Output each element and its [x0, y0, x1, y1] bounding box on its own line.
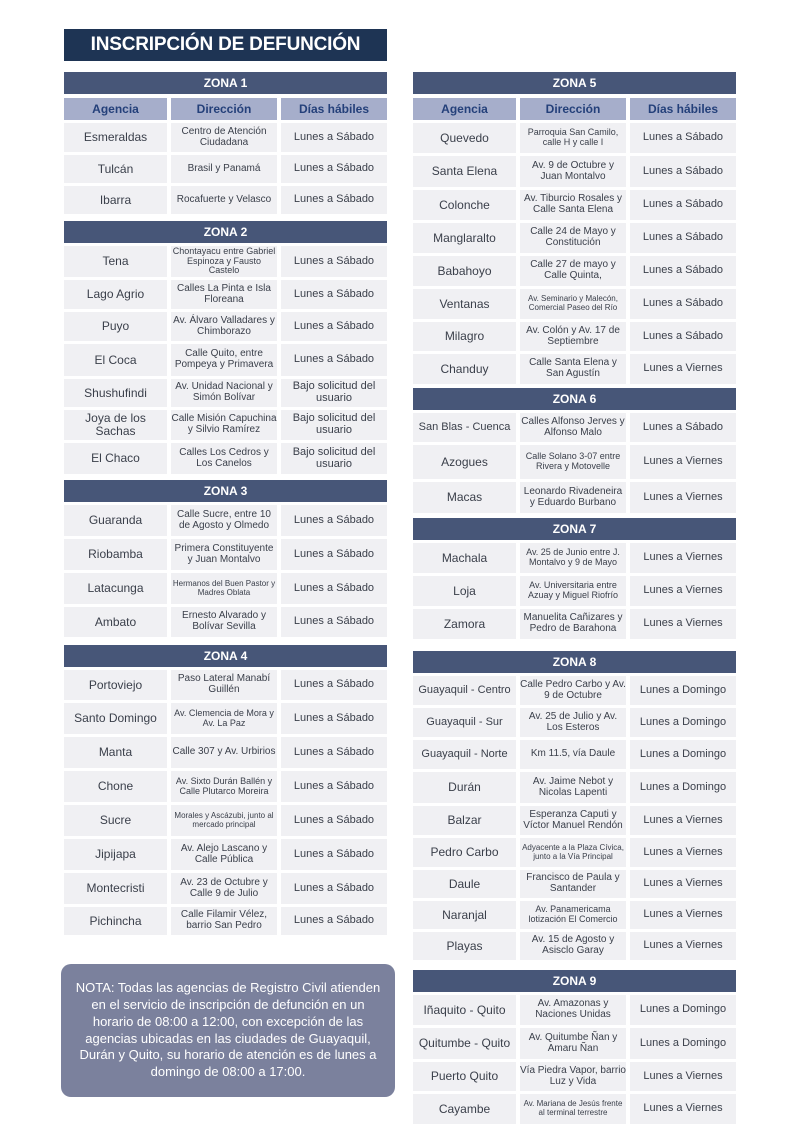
address-cell: Francisco de Paula y Santander — [520, 870, 626, 898]
days-cell: Lunes a Sábado — [281, 771, 387, 802]
days-cell: Lunes a Viernes — [630, 1094, 736, 1124]
zone-block — [413, 651, 736, 960]
table-row — [64, 280, 387, 309]
agency-cell: Durán — [413, 772, 516, 803]
agency-cell: Guayaquil - Norte — [413, 740, 516, 769]
zone-title: ZONA 4 — [64, 645, 387, 667]
agency-cell: Cayambe — [413, 1094, 516, 1124]
agency-cell: Montecristi — [64, 873, 167, 904]
table-row — [413, 123, 736, 153]
address-cell: Calle 307 y Av. Urbirios — [171, 737, 277, 768]
days-cell: Lunes a Domingo — [630, 708, 736, 737]
address-cell: Av. Clemencia de Mora y Av. La Paz — [171, 703, 277, 734]
header-address: Dirección — [520, 98, 626, 120]
table-row — [413, 289, 736, 319]
zone-title: ZONA 6 — [413, 388, 736, 410]
agency-cell: Milagro — [413, 322, 516, 351]
days-cell: Lunes a Sábado — [630, 156, 736, 187]
agency-cell: Machala — [413, 543, 516, 573]
header-agency: Agencia — [64, 98, 167, 120]
agency-cell: Shushufindi — [64, 379, 167, 407]
table-row — [413, 445, 736, 479]
table-row — [413, 772, 736, 803]
days-cell: Lunes a Domingo — [630, 995, 736, 1025]
days-cell: Lunes a Domingo — [630, 1028, 736, 1059]
days-cell: Bajo solicitud del usuario — [281, 379, 387, 407]
address-cell: Av. Jaime Nebot y Nicolas Lapenti — [520, 772, 626, 803]
address-cell: Av. 9 de Octubre y Juan Montalvo — [520, 156, 626, 187]
agency-cell: El Chaco — [64, 443, 167, 474]
address-cell: Km 11.5, vía Daule — [520, 740, 626, 769]
table-row — [413, 543, 736, 573]
agency-cell: Pedro Carbo — [413, 838, 516, 867]
address-cell: Calles Alfonso Jerves y Alfonso Malo — [520, 413, 626, 442]
days-cell: Lunes a Sábado — [281, 344, 387, 376]
days-cell: Lunes a Viernes — [630, 901, 736, 929]
agency-cell: Naranjal — [413, 901, 516, 929]
address-cell: Av. Universitaria entre Azuay y Miguel Riofrío — [520, 576, 626, 606]
agency-cell: Riobamba — [64, 539, 167, 570]
header-days: Días hábiles — [630, 98, 736, 120]
address-cell: Av. 15 de Agosto y Asisclo Garay — [520, 932, 626, 960]
agency-cell: Colonche — [413, 190, 516, 220]
table-row — [413, 740, 736, 769]
table-row — [413, 156, 736, 187]
table-row — [413, 838, 736, 867]
table-row — [413, 932, 736, 960]
zone-title: ZONA 8 — [413, 651, 736, 673]
address-cell: Calle Solano 3-07 entre Rivera y Motovelle — [520, 445, 626, 479]
days-cell: Bajo solicitud del usuario — [281, 410, 387, 440]
agency-cell: Quevedo — [413, 123, 516, 153]
agency-cell: Tena — [64, 246, 167, 277]
table-row — [64, 573, 387, 604]
days-cell: Lunes a Domingo — [630, 676, 736, 705]
agency-cell: Playas — [413, 932, 516, 960]
agency-cell: Chone — [64, 771, 167, 802]
address-cell: Av. 25 de Junio entre J. Montalvo y 9 de Mayo — [520, 543, 626, 573]
address-cell: Esperanza Caputi y Víctor Manuel Rendón — [520, 806, 626, 835]
zone-title: ZONA 9 — [413, 970, 736, 992]
days-cell: Lunes a Viernes — [630, 806, 736, 835]
address-cell: Calle Sucre, entre 10 de Agosto y Olmedo — [171, 505, 277, 536]
address-cell: Av. Unidad Nacional y Simón Bolívar — [171, 379, 277, 407]
table-row — [413, 806, 736, 835]
header-agency: Agencia — [413, 98, 516, 120]
address-cell: Av. Seminario y Malecón, Comercial Paseo del Río — [520, 289, 626, 319]
agency-cell: Guayaquil - Sur — [413, 708, 516, 737]
agency-cell: San Blas - Cuenca — [413, 413, 516, 442]
table-row — [64, 771, 387, 802]
zone-rows — [64, 502, 387, 637]
table-row — [413, 576, 736, 606]
zone-rows — [413, 992, 736, 1124]
agency-cell: Azogues — [413, 445, 516, 479]
table-row — [413, 482, 736, 513]
address-cell: Av. Sixto Durán Ballén y Calle Plutarco Moreira — [171, 771, 277, 802]
table-row — [413, 901, 736, 929]
table-row — [64, 410, 387, 440]
agency-cell: Babahoyo — [413, 256, 516, 286]
days-cell: Lunes a Sábado — [281, 907, 387, 935]
agency-cell: Joya de los Sachas — [64, 410, 167, 440]
days-cell: Lunes a Viernes — [630, 482, 736, 513]
address-cell: Av. Álvaro Valladares y Chimborazo — [171, 312, 277, 341]
address-cell: Leonardo Rivadeneira y Eduardo Burbano — [520, 482, 626, 513]
table-row — [413, 708, 736, 737]
days-cell: Lunes a Sábado — [630, 123, 736, 153]
zone-block — [413, 72, 736, 384]
agency-cell: Guaranda — [64, 505, 167, 536]
table-row — [64, 737, 387, 768]
days-cell: Lunes a Viernes — [630, 445, 736, 479]
address-cell: Centro de Atención Ciudadana — [171, 123, 277, 152]
address-cell: Hermanos del Buen Pastor y Madres Oblata — [171, 573, 277, 604]
days-cell: Lunes a Viernes — [630, 1062, 736, 1091]
zone-title: ZONA 1 — [64, 72, 387, 94]
table-row — [413, 1094, 736, 1124]
address-cell: Av. Mariana de Jesús frente al terminal terrestre — [520, 1094, 626, 1124]
address-cell: Calles La Pinta e Isla Floreana — [171, 280, 277, 309]
table-row — [64, 839, 387, 870]
agency-cell: Loja — [413, 576, 516, 606]
address-cell: Manuelita Cañizares y Pedro de Barahona — [520, 609, 626, 639]
table-row — [64, 703, 387, 734]
days-cell: Lunes a Sábado — [281, 573, 387, 604]
days-cell: Lunes a Sábado — [281, 312, 387, 341]
address-cell: Av. 23 de Octubre y Calle 9 de Julio — [171, 873, 277, 904]
table-header — [64, 98, 387, 120]
agency-cell: Ambato — [64, 607, 167, 637]
table-row — [413, 676, 736, 705]
agency-cell: Chanduy — [413, 354, 516, 384]
agency-cell: Daule — [413, 870, 516, 898]
table-row — [64, 443, 387, 474]
address-cell: Parroquia San Camilo, calle H y calle I — [520, 123, 626, 153]
days-cell: Lunes a Sábado — [281, 839, 387, 870]
days-cell: Lunes a Domingo — [630, 772, 736, 803]
agency-cell: Jipijapa — [64, 839, 167, 870]
agency-cell: Santa Elena — [413, 156, 516, 187]
address-cell: Calle 24 de Mayo y Constitución — [520, 223, 626, 253]
agency-cell: Latacunga — [64, 573, 167, 604]
address-cell: Primera Constituyente y Juan Montalvo — [171, 539, 277, 570]
address-cell: Calle 27 de mayo y Calle Quinta, — [520, 256, 626, 286]
days-cell: Lunes a Sábado — [281, 703, 387, 734]
address-cell: Av. Alejo Lascano y Calle Pública — [171, 839, 277, 870]
table-row — [413, 609, 736, 639]
table-row — [413, 322, 736, 351]
agency-cell: Esmeraldas — [64, 123, 167, 152]
address-cell: Calle Misión Capuchina y Silvio Ramírez — [171, 410, 277, 440]
agency-cell: Ventanas — [413, 289, 516, 319]
zone-block — [413, 388, 736, 513]
days-cell: Lunes a Sábado — [281, 873, 387, 904]
zone-rows — [413, 410, 736, 513]
zone-block — [413, 518, 736, 639]
days-cell: Lunes a Viernes — [630, 932, 736, 960]
days-cell: Lunes a Sábado — [281, 123, 387, 152]
days-cell: Lunes a Sábado — [630, 289, 736, 319]
zone-rows — [413, 673, 736, 960]
days-cell: Lunes a Viernes — [630, 543, 736, 573]
zone-title: ZONA 3 — [64, 480, 387, 502]
table-row — [413, 1028, 736, 1059]
days-cell: Lunes a Sábado — [630, 322, 736, 351]
zone-block — [64, 645, 387, 935]
right-column — [413, 72, 736, 1124]
agency-cell: Balzar — [413, 806, 516, 835]
header-address: Dirección — [171, 98, 277, 120]
table-row — [413, 413, 736, 442]
table-row — [413, 1062, 736, 1091]
table-row — [64, 344, 387, 376]
address-cell: Av. Tiburcio Rosales y Calle Santa Elena — [520, 190, 626, 220]
days-cell: Lunes a Sábado — [281, 280, 387, 309]
days-cell: Lunes a Sábado — [630, 223, 736, 253]
header-days: Días hábiles — [281, 98, 387, 120]
address-cell: Calle Filamir Vélez, barrio San Pedro — [171, 907, 277, 935]
agency-cell: Ibarra — [64, 186, 167, 214]
days-cell: Lunes a Sábado — [281, 737, 387, 768]
days-cell: Lunes a Sábado — [630, 190, 736, 220]
days-cell: Lunes a Sábado — [281, 186, 387, 214]
days-cell: Lunes a Sábado — [281, 607, 387, 637]
zone-block — [64, 72, 387, 214]
days-cell: Lunes a Sábado — [281, 246, 387, 277]
address-cell: Calle Pedro Carbo y Av. 9 de Octubre — [520, 676, 626, 705]
table-row — [64, 539, 387, 570]
days-cell: Lunes a Sábado — [630, 256, 736, 286]
agency-cell: Puerto Quito — [413, 1062, 516, 1091]
address-cell: Calles Los Cedros y Los Canelos — [171, 443, 277, 474]
address-cell: Paso Lateral Manabí Guillén — [171, 670, 277, 700]
left-column — [64, 72, 387, 935]
zone-rows — [413, 120, 736, 384]
agency-cell: Portoviejo — [64, 670, 167, 700]
zone-block — [64, 480, 387, 637]
days-cell: Lunes a Viernes — [630, 870, 736, 898]
zone-title: ZONA 7 — [413, 518, 736, 540]
table-row — [413, 354, 736, 384]
note-box: NOTA: Todas las agencias de Registro Civil atienden en el servicio de inscripción de defunción en un horario de 08:00 a 12:00, con excepción de las agencias ubicadas en las ciudades de Guayaquil, Durán y Quito, su horario de atención es de lunes a domingo de 08:00 a 17:00. — [61, 964, 395, 1097]
agency-cell: Zamora — [413, 609, 516, 639]
address-cell: Brasil y Panamá — [171, 155, 277, 183]
agency-cell: Tulcán — [64, 155, 167, 183]
days-cell: Lunes a Sábado — [630, 413, 736, 442]
address-cell: Av. Panamericama lotización El Comercio — [520, 901, 626, 929]
agency-cell: Iñaquito - Quito — [413, 995, 516, 1025]
zone-rows — [64, 243, 387, 474]
table-row — [64, 379, 387, 407]
table-row — [64, 805, 387, 836]
table-row — [413, 870, 736, 898]
table-row — [64, 123, 387, 152]
table-row — [413, 995, 736, 1025]
address-cell: Av. 25 de Julio y Av. Los Esteros — [520, 708, 626, 737]
days-cell: Lunes a Sábado — [281, 505, 387, 536]
address-cell: Chontayacu entre Gabriel Espinoza y Fausto Castelo — [172, 245, 276, 276]
zone-rows — [413, 540, 736, 639]
address-cell: Vía Piedra Vapor, barrio Luz y Vida — [520, 1062, 626, 1091]
table-row — [413, 190, 736, 220]
agency-cell: Pichincha — [64, 907, 167, 935]
address-cell: Ernesto Alvarado y Bolívar Sevilla — [171, 607, 277, 637]
agency-cell: Guayaquil - Centro — [413, 676, 516, 705]
agency-cell: Sucre — [64, 805, 167, 836]
address-cell: Rocafuerte y Velasco — [171, 186, 277, 214]
address-cell: Av. Amazonas y Naciones Unidas — [520, 995, 626, 1025]
days-cell: Lunes a Viernes — [630, 838, 736, 867]
table-row — [64, 670, 387, 700]
page-title: INSCRIPCIÓN DE DEFUNCIÓN — [64, 29, 387, 61]
address-cell: Av. Quitumbe Ñan y Amaru Ñan — [520, 1028, 626, 1059]
days-cell: Bajo solicitud del usuario — [281, 443, 387, 474]
zone-block — [64, 221, 387, 474]
table-row — [64, 873, 387, 904]
days-cell: Lunes a Sábado — [281, 539, 387, 570]
days-cell: Lunes a Sábado — [281, 155, 387, 183]
agency-cell: Manglaralto — [413, 223, 516, 253]
table-row — [64, 186, 387, 214]
table-row — [64, 505, 387, 536]
zone-title: ZONA 5 — [413, 72, 736, 94]
table-row — [64, 607, 387, 637]
days-cell: Lunes a Sábado — [281, 670, 387, 700]
address-cell: Av. Colón y Av. 17 de Septiembre — [520, 322, 626, 351]
zone-title: ZONA 2 — [64, 221, 387, 243]
table-row — [413, 223, 736, 253]
address-cell: Adyacente a la Plaza Cívica, junto a la Vía Principal — [520, 838, 626, 867]
table-row — [64, 907, 387, 935]
agency-cell: Puyo — [64, 312, 167, 341]
days-cell: Lunes a Viernes — [630, 576, 736, 606]
zone-rows — [64, 667, 387, 935]
agency-cell: Manta — [64, 737, 167, 768]
address-cell: Calle Santa Elena y San Agustín — [520, 354, 626, 384]
table-header — [413, 98, 736, 120]
agency-cell: Lago Agrio — [64, 280, 167, 309]
agency-cell: Santo Domingo — [64, 703, 167, 734]
table-row — [413, 256, 736, 286]
days-cell: Lunes a Viernes — [630, 354, 736, 384]
agency-cell: Quitumbe - Quito — [413, 1028, 516, 1059]
table-row — [64, 312, 387, 341]
address-cell: Morales y Ascázubi, junto al mercado principal — [171, 805, 277, 836]
days-cell: Lunes a Viernes — [630, 609, 736, 639]
days-cell: Lunes a Domingo — [630, 740, 736, 769]
table-row — [64, 246, 387, 277]
agency-cell: Macas — [413, 482, 516, 513]
days-cell: Lunes a Sábado — [281, 805, 387, 836]
table-row — [64, 155, 387, 183]
address-cell: Calle Quito, entre Pompeya y Primavera — [171, 344, 277, 376]
zone-block — [413, 970, 736, 1124]
zone-rows — [64, 120, 387, 214]
agency-cell: El Coca — [64, 344, 167, 376]
